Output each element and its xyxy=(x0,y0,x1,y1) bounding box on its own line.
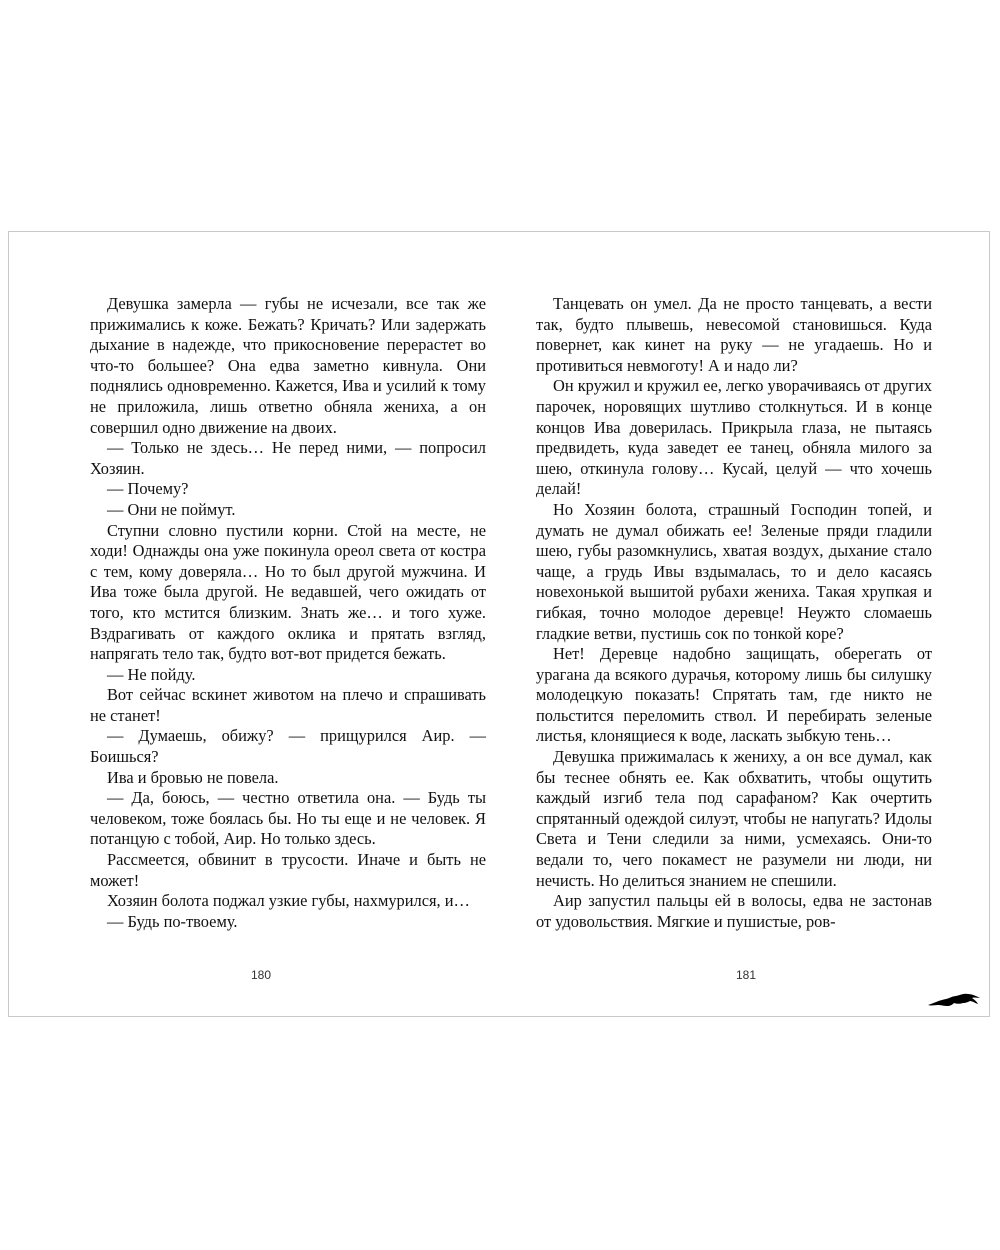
paragraph: Ступни словно пустили корни. Стой на месте, не ходи! Однажды она уже покинула ореол света от костра с тем, кому доверяла… Но то был другой мужчина. И Ива тоже была другой. Не ведавшей, чего ожидать от того, кто мстится близким. Знать же… и того хуже. Вздрагивать от каждого оклика и прятать взгляд, напрягать тело так, будто вот-вот придется бежать. xyxy=(90,520,486,664)
paragraph: Рассмеется, обвинит в трусости. Иначе и быть не может! xyxy=(90,850,486,890)
paragraph: Но Хозяин болота, страшный Господин топей, и думать не думал обижать ее! Зеленые пряди гладили шею, губы разомкнулись, хватая воздух, дыхание стало чаще, а грудь Ивы вздымалась, то и дело касаясь новехонькой вышитой рубахи жениха. Такая хрупкая и гибкая, точно молодое деревце! Неужто сломаешь гладкие ветви, пустишь сок по тонкой коре? xyxy=(536,499,932,643)
paragraph: Хозяин болота поджал узкие губы, нахмурился, и… xyxy=(107,891,470,911)
paragraph: Вот сейчас вскинет животом на плечо и спрашивать не станет! xyxy=(90,685,486,725)
paragraph: Ива и бровью не повела. xyxy=(107,767,279,787)
paragraph: Танцевать он умел. Да не просто танцевать, а вести так, будто плывешь, невесомой становишься. Куда повернет, как кинет на руку — не угадаешь. Но и противиться невмоготу! А и надо ли? xyxy=(536,294,932,375)
paragraph: Аир запустил пальцы ей в волосы, едва не застонав от удовольствия. Мягкие и пушистые, ров- xyxy=(536,891,932,931)
paragraph: Девушка прижималась к жениху, а он все думал, как бы теснее обнять ее. Как обхватить, чтобы ощутить каждый изгиб тела под сарафаном? Как очертить спрятанный одеждой силуэт, чтобы не напугать? Идолы Света и Тени следили за ними, усмехаясь. Они-то ведали то, чего покамест не разумели ни люди, ни нечисть. Но делиться знанием не спешили. xyxy=(536,747,932,890)
paragraph: Нет! Деревце надобно защищать, оберегать от урагана да всякого дурачья, которому лишь бы силушку молодецкую показать! Спрятать там, где никто не польстится переломить ствол. И перебирать зеленые листья, клонящиеся к воде, ласкать зыбкую тень… xyxy=(536,644,932,746)
paragraph: — Только не здесь… Не перед ними, — попросил Хозяин. xyxy=(90,438,486,478)
right-page-text xyxy=(536,294,932,932)
lizard-ornament-icon xyxy=(926,987,982,1009)
paragraph: — Да, боюсь, — честно ответила она. — Будь ты человеком, тоже боялась бы. Но ты еще и не человек. Я потанцую с тобой, Аир. Но только здесь. xyxy=(90,788,486,849)
paragraph: Девушка замерла — губы не исчезали, все так же прижимались к коже. Бежать? Кричать? Или задержать дыхание в надежде, что прикосновение перерастет во что-то большее? Она едва заметно кивнула. Они поднялись одновременно. Кажется, Ива и усилий к тому не приложила, лишь ответно обняла жениха, а он совершил одно движение на двоих. xyxy=(90,294,486,437)
paragraph: — Будь по-твоему. xyxy=(107,911,238,931)
page-number-left: 180 xyxy=(251,968,272,982)
paragraph: — Они не поймут. xyxy=(107,499,236,519)
page-number-right: 181 xyxy=(736,968,757,982)
paragraph: — Не пойду. xyxy=(107,664,196,684)
paragraph: Он кружил и кружил ее, легко уворачиваясь от других парочек, норовящих шутливо столкнуться. И в конце концов Ива доверилась. Прикрыла глаза, не пытаясь предвидеть, куда заведет ее танец, обняла милого за шею, откинула голову… Кусай, целуй — что хочешь делай! xyxy=(536,376,932,499)
paragraph: — Почему? xyxy=(107,479,189,499)
left-page-text xyxy=(90,294,486,932)
book-spread xyxy=(8,231,990,1017)
paragraph: — Думаешь, обижу? — прищурился Аир. — Боишься? xyxy=(90,726,486,767)
